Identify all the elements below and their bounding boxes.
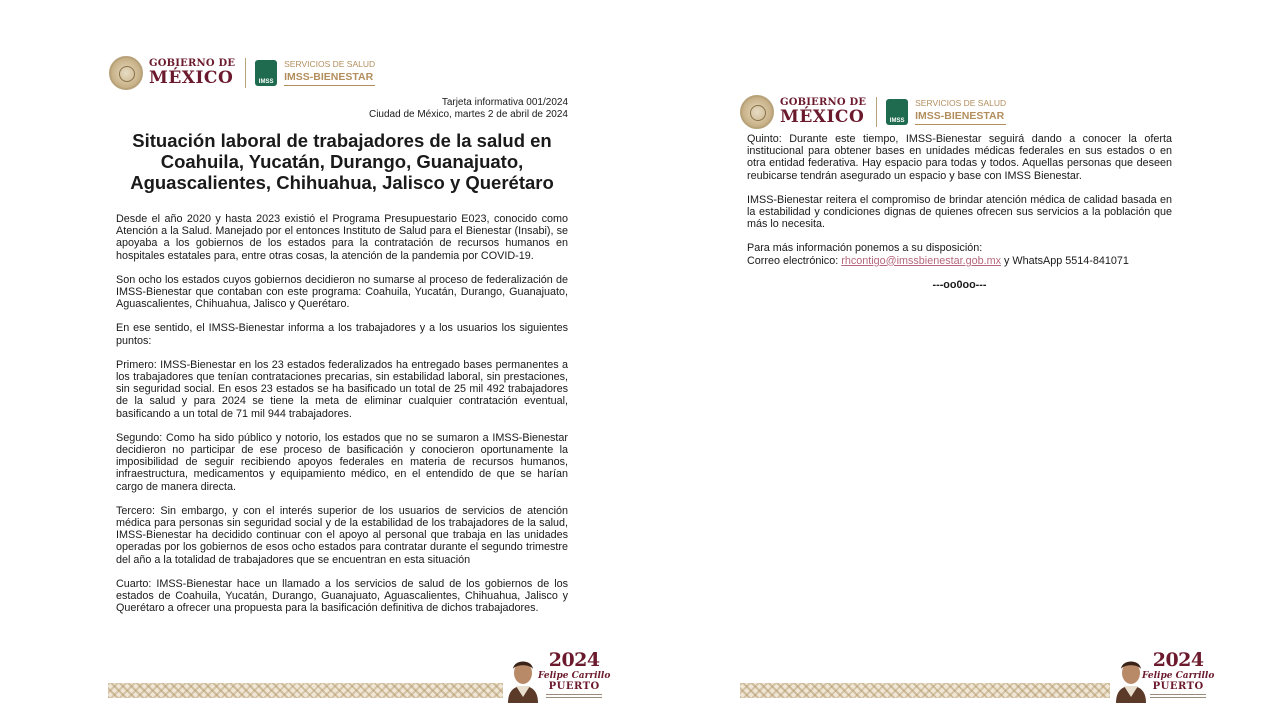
national-seal-icon (109, 56, 143, 90)
paragraph: Primero: IMSS-Bienestar en los 23 estados federalizados ha entregado bases permanentes a los trabajadores que tenían contrataciones precarias, sin estabilidad laboral, sin prestaciones, sin seguridad social. En esos 23 estados se ha basificado un total de 25 mil 492 trabajadores de la salud y para 2024 se tiene la meta de eliminar cualquier contratación eventual, basificando a un total de 71 mil 944 trabajadores. (116, 358, 568, 420)
paragraph: En ese sentido, el IMSS-Bienestar informa a los trabajadores y a los usuarios los siguientes puntos: (116, 322, 568, 347)
footer-pattern-band (108, 683, 503, 698)
year-emblem (1142, 651, 1214, 700)
header-logos (109, 56, 375, 90)
year-fine-print (1150, 694, 1206, 700)
paragraph: Quinto: Durante este tiempo, IMSS-Bienestar seguirá dando a conocer la oferta institucional para obtener bases en unidades médicas federales en sus estados o en otra entidad federativa. Hay espacio para todas y todos. Aquellas personas que deseen reubicarse tendrán asegurado un espacio y base con IMSS Bienestar. (747, 133, 1172, 182)
gob-big-text: MÉXICO (149, 68, 234, 88)
contact-paragraph (747, 242, 1172, 266)
email-link[interactable]: rhcontigo@imssbienestar.gob.mx (841, 254, 1002, 267)
paragraph: Son ocho los estados cuyos gobiernos decidieron no sumarse al proceso de federalización de IMSS-Bienestar que contaban con este programa: Coahuila, Yucatán, Durango, Guanajuato, Aguascalientes, Chihuahua, Jalisco y Querétaro. (116, 273, 568, 311)
gob-big-text: MÉXICO (780, 107, 865, 127)
gob-small-text: GOBIERNO DE (780, 97, 867, 108)
year-name: Felipe Carrillo (1142, 671, 1215, 681)
document-title: Situación laboral de trabajadores de la salud en Coahuila, Yucatán, Durango, Guanajuato, Aguascalientes, Chihuahua, Jalisco y Querétaro (130, 130, 554, 193)
national-seal-icon (740, 95, 774, 129)
gobierno-mexico-logo (149, 59, 235, 87)
imss-small-text: SERVICIOS DE SALUD (284, 59, 376, 70)
header-logos (740, 95, 1006, 129)
imss-bienestar-logo (284, 60, 375, 86)
imss-emblem-icon: IMSS (255, 60, 277, 86)
body-text (116, 213, 568, 626)
paragraph: Cuarto: IMSS-Bienestar hace un llamado a los servicios de salud de los gobiernos de los estados de Coahuila, Yucatán, Durango, Guanajuato, Aguascalientes, Chihuahua, Jalisco y Querétaro a ofrecer una propuesta para la basificación definitiva de dichos trabajadores. (116, 577, 568, 615)
gobierno-mexico-logo (780, 98, 866, 126)
whatsapp-text: y WhatsApp 5514-841071 (1004, 254, 1129, 267)
year-emblem (538, 651, 610, 700)
card-number: Tarjeta informativa 001/2024 (441, 97, 568, 108)
email-label: Correo electrónico: (747, 254, 839, 267)
paragraph: Tercero: Sin embargo, y con el interés superior de los usuarios de servicios de atención médica para personas sin seguridad social y de la estabilidad de los trabajadores de la salud, IMSS-Bienestar ha decidido continuar con el apoyo al personal que trabaja en las unidades operadas por los gobiernos de esos ocho estados para contratar durante el segundo trimestre del año a la totalidad de trabajadores que se encuentran en esta situación (116, 504, 568, 566)
imss-big-text: IMSS-BIENESTAR (915, 110, 1005, 123)
imss-small-text: SERVICIOS DE SALUD (915, 98, 1007, 109)
logo-divider (245, 58, 246, 88)
imss-bienestar-logo (915, 99, 1006, 125)
year-number: 2024 (548, 649, 600, 671)
gob-small-text: GOBIERNO DE (149, 58, 236, 69)
paragraph: IMSS-Bienestar reitera el compromiso de brindar atención médica de calidad basada en la estabilidad y condiciones dignas de quienes ofrecen sus servicios a la población que más lo necesita. (747, 193, 1172, 231)
imss-big-text: IMSS-BIENESTAR (284, 71, 374, 84)
closing-mark: ---oo0oo--- (932, 278, 987, 291)
body-text (747, 133, 1172, 291)
imss-underline (284, 85, 375, 86)
paragraph: Desde el año 2020 y hasta 2023 existió el Programa Presupuestario E023, conocido como Atención a la Salud. Manejado por el entonces Instituto de Salud para el Bienestar (Insabi), se apoyaba a los gobiernos de los estados para la contratación de recursos humanos en hospitales estatales para, entre otras cosas, la atención de la pandemia por COVID-19. (116, 213, 568, 262)
year-name: Felipe Carrillo (538, 671, 611, 681)
document-meta (369, 97, 568, 121)
imss-emblem-icon: IMSS (886, 99, 908, 125)
date-line: Ciudad de México, martes 2 de abril de 2024 (368, 109, 568, 120)
logo-divider (876, 97, 877, 127)
year-surname: PUERTO (548, 681, 600, 692)
year-number: 2024 (1152, 649, 1204, 671)
page-2 (640, 0, 1280, 720)
year-fine-print (546, 694, 602, 700)
contact-intro: Para más información ponemos a su disposición: (747, 242, 983, 255)
footer-pattern-band (740, 683, 1110, 698)
paragraph: Segundo: Como ha sido público y notorio, los estados que no se sumaron a IMSS-Bienestar decidieron no participar de ese proceso de basificación y conocieron oportunamente la imposibilidad de seguir recibiendo apoyos federales en materia de recursos humanos, infraestructura, medicamentos y equipamiento médico, en el entendido de que se harían cargo de manera directa. (116, 431, 568, 493)
imss-underline (915, 124, 1006, 125)
year-surname: PUERTO (1152, 681, 1204, 692)
